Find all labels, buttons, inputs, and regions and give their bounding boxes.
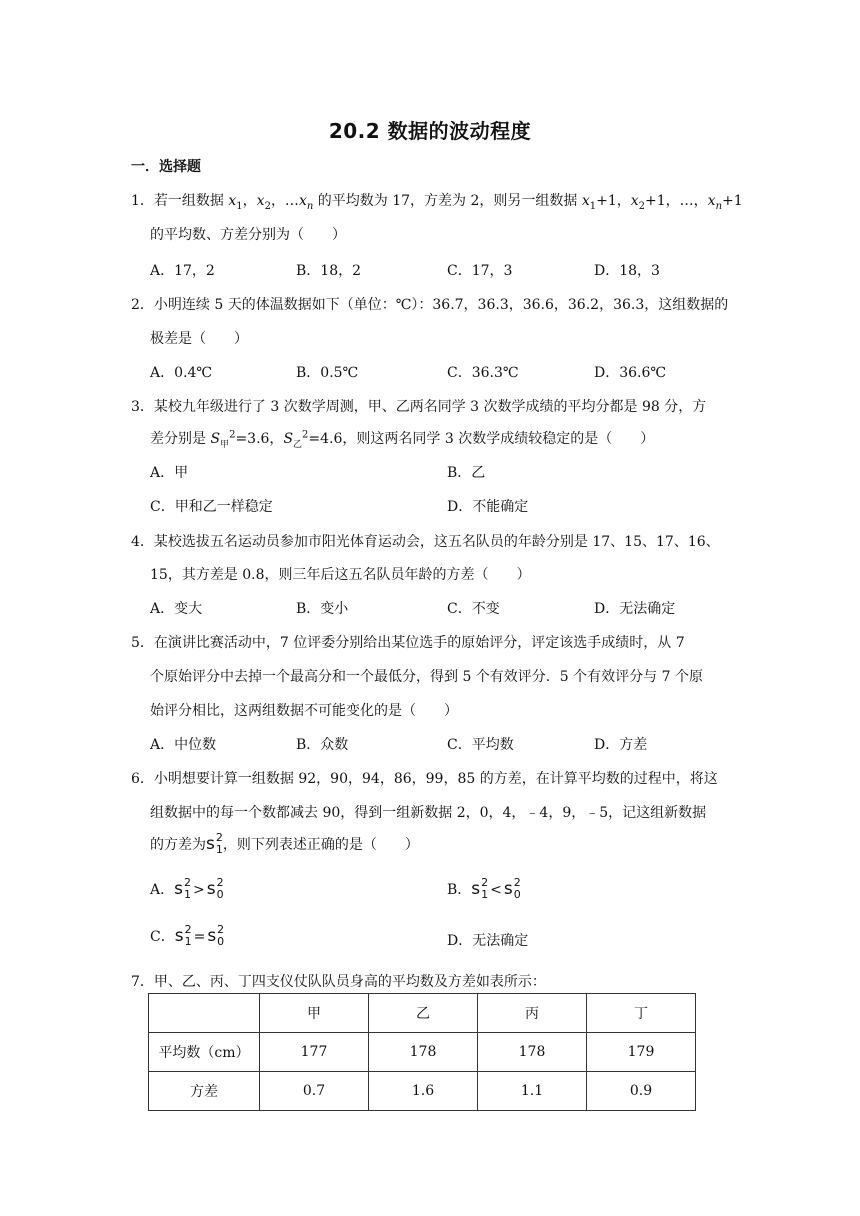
option-b: B．18，2: [296, 263, 362, 279]
table-header-cell: 甲: [260, 994, 369, 1033]
question-5-cont-1: 个原始评分中去掉一个最高分和一个最低分，得到 5 个有效评分．5 个有效评分与 7 个原: [150, 669, 703, 685]
question-6-cont-2: 的方差为 s 2 1 ，则下列表述正确的是（ ）: [150, 831, 419, 856]
section-heading: 一．选择题: [131, 159, 201, 175]
option-a: A．17，2: [150, 263, 215, 279]
option-b: B． s 2 1 < s 2 0: [447, 876, 521, 901]
question-number: 1．: [131, 193, 154, 209]
option-d: D．不能确定: [447, 499, 529, 515]
table-row: [149, 1033, 696, 1072]
table-header-cell: [149, 994, 260, 1033]
table-cell: 0.7: [260, 1072, 369, 1111]
question-number: 5．: [131, 635, 154, 651]
table-cell: 177: [260, 1033, 369, 1072]
table-header-cell: 丁: [587, 994, 696, 1033]
question-5-cont-2: 始评分相比，这两组数据不可能变化的是（ ）: [150, 703, 458, 719]
question-2-cont: 极差是（ ）: [150, 331, 248, 347]
table-cell: 179: [587, 1033, 696, 1072]
option-a: A． s 2 1 > s 2 0: [150, 876, 224, 901]
s1-squared: s 2 1: [206, 831, 223, 856]
question-number: 3．: [131, 399, 154, 415]
option-d: D．无法确定: [447, 933, 529, 949]
option-c: C．平均数: [447, 737, 514, 753]
table-cell: 178: [478, 1033, 587, 1072]
question-3: 3．某校九年级进行了 3 次数学周测，甲、乙两名同学 3 次数学成绩的平均分都是 98 分，方: [131, 399, 707, 415]
option-b: B．众数: [296, 737, 349, 753]
question-1-cont: 的平均数、方差分别为（ ）: [150, 227, 346, 243]
question-7: 7．甲、乙、丙、丁四支仪仗队队员身高的平均数及方差如表所示：: [131, 974, 546, 990]
table-cell: 178: [369, 1033, 478, 1072]
table-cell: 平均数（cm）: [149, 1033, 260, 1072]
question-number: 2．: [131, 297, 154, 313]
option-c: C．17，3: [447, 263, 513, 279]
option-c: C．36.3℃: [447, 365, 519, 381]
option-b: B．乙: [447, 465, 486, 481]
question-number: 7．: [131, 974, 154, 990]
question-number: 6．: [131, 771, 154, 787]
question-number: 4．: [131, 534, 154, 550]
table-cell: 方差: [149, 1072, 260, 1111]
table-header-cell: 乙: [369, 994, 478, 1033]
question-4: 4．某校选拔五名运动员参加市阳光体育运动会，这五名队员的年龄分别是 17、15、17、16、: [131, 534, 720, 550]
option-c: C．甲和乙一样稳定: [150, 499, 273, 515]
option-a: A．中位数: [150, 737, 217, 753]
option-d: D．方差: [594, 737, 648, 753]
question-2: 2．小明连续 5 天的体温数据如下（单位：℃）：36.7，36.3，36.6，36.2，36.3，这组数据的: [131, 297, 729, 313]
data-table: [148, 993, 696, 1111]
option-d: D．36.6℃: [594, 365, 667, 381]
question-3-cont: 差分别是 $S_甲^2=3.6$，$S_乙^2=4.6$，则这两名同学 3 次数学成绩较稳定的是（ ）: [150, 429, 655, 450]
table-cell: 1.6: [369, 1072, 478, 1111]
table-header-row: [149, 994, 696, 1033]
question-6: 6．小明想要计算一组数据 92，90，94，86，99，85 的方差，在计算平均数的过程中，将这: [131, 771, 718, 787]
option-b: B．0.5℃: [296, 365, 359, 381]
table-header-cell: 丙: [478, 994, 587, 1033]
option-d: D．无法确定: [594, 601, 676, 617]
option-c: C．不变: [447, 601, 500, 617]
table-row: [149, 1072, 696, 1111]
question-4-cont: 15，其方差是 0.8，则三年后这五名队员年龄的方差（ ）: [150, 567, 531, 583]
question-6-cont-1: 组数据中的每一个数都减去 90，得到一组新数据 2，0，4，﹣4，9，﹣5，记这组新数据: [150, 805, 707, 821]
option-a: A．甲: [150, 465, 189, 481]
table-cell: 1.1: [478, 1072, 587, 1111]
table-cell: 0.9: [587, 1072, 696, 1111]
option-d: D．18，3: [594, 263, 660, 279]
option-a: A．0.4℃: [150, 365, 213, 381]
question-5: 5．在演讲比赛活动中，7 位评委分别给出某位选手的原始评分，评定该选手成绩时，从 7: [131, 635, 685, 651]
question-1: 1．若一组数据 $x_1$，$x_2$，$\dots x_n$ 的平均数为 17，方差为 2，则另一组数据 $x_1+1$，$x_2+1$，…，$x_n+1$: [131, 193, 743, 212]
option-b: B．变小: [296, 601, 349, 617]
page-title: 20.2 数据的波动程度: [328, 119, 532, 143]
option-a: A．变大: [150, 601, 203, 617]
option-c: C． s 2 1 = s 2 0: [150, 923, 225, 948]
